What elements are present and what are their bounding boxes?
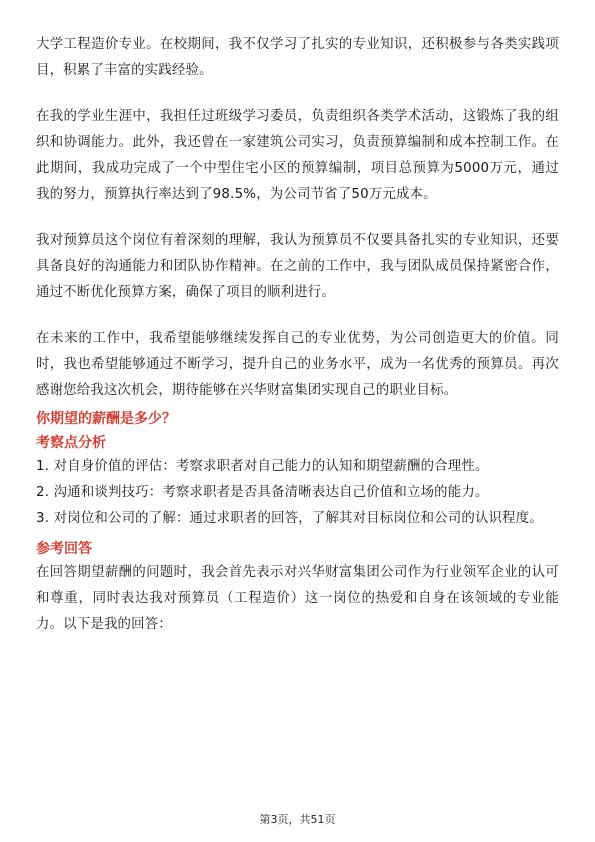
analysis-point: 3. 对岗位和公司的了解：通过求职者的回答，了解其对目标岗位和公司的认识程度。: [36, 511, 543, 526]
question-title: 你期望的薪酬是多少？: [36, 411, 176, 427]
paragraph-future: 在未来的工作中，我希望能够继续发挥自己的专业优势，为公司创造更大的价值。同时，我也希望能够通过不断学习，提升自己的业务水平，成为一名优秀的预算员。再次感谢您给我这次机会，期待能够在兴华财富集团实现自己的职业目标。: [36, 331, 559, 398]
analysis-title: 考察点分析: [36, 435, 106, 451]
analysis-point: 2. 沟通和谈判技巧：考察求职者是否具备清晰表达自己价值和立场的能力。: [36, 485, 489, 500]
page-number: 第3页，共51页: [259, 813, 336, 826]
answer-paragraph: 在回答期望薪酬的问题时，我会首先表示对兴华财富集团公司作为行业领军企业的认可和尊重，同时表达我对预算员（工程造价）这一岗位的热爱和自身在该领域的专业能力。以下是我的回答：: [36, 565, 559, 632]
paragraph-understanding: 我对预算员这个岗位有着深刻的理解，我认为预算员不仅要具备扎实的专业知识，还要具备良好的沟通能力和团队协作精神。在之前的工作中，我与团队成员保持紧密合作，通过不断优化预算方案，确保了项目的顺利进行。: [36, 233, 559, 300]
paragraph-experience: 在我的学业生涯中，我担任过班级学习委员，负责组织各类学术活动，这锻炼了我的组织和协调能力。此外，我还曾在一家建筑公司实习，负责预算编制和成本控制工作。在此期间，我成功完成了一个中型住宅小区的预算编制，项目总预算为5000万元，通过我的努力，预算执行率达到了98.5%，为公司节省了50万元成本。: [36, 109, 559, 202]
answer-title: 参考回答: [36, 541, 92, 557]
analysis-point: 1. 对自身价值的评估：考察求职者对自己能力的认知和期望薪酬的合理性。: [36, 459, 489, 474]
analysis-list: [36, 454, 559, 532]
page-content: [36, 32, 559, 638]
paragraph-education: 大学工程造价专业。在校期间，我不仅学习了扎实的专业知识，还积极参与各类实践项目，积累了丰富的实践经验。: [36, 37, 559, 78]
